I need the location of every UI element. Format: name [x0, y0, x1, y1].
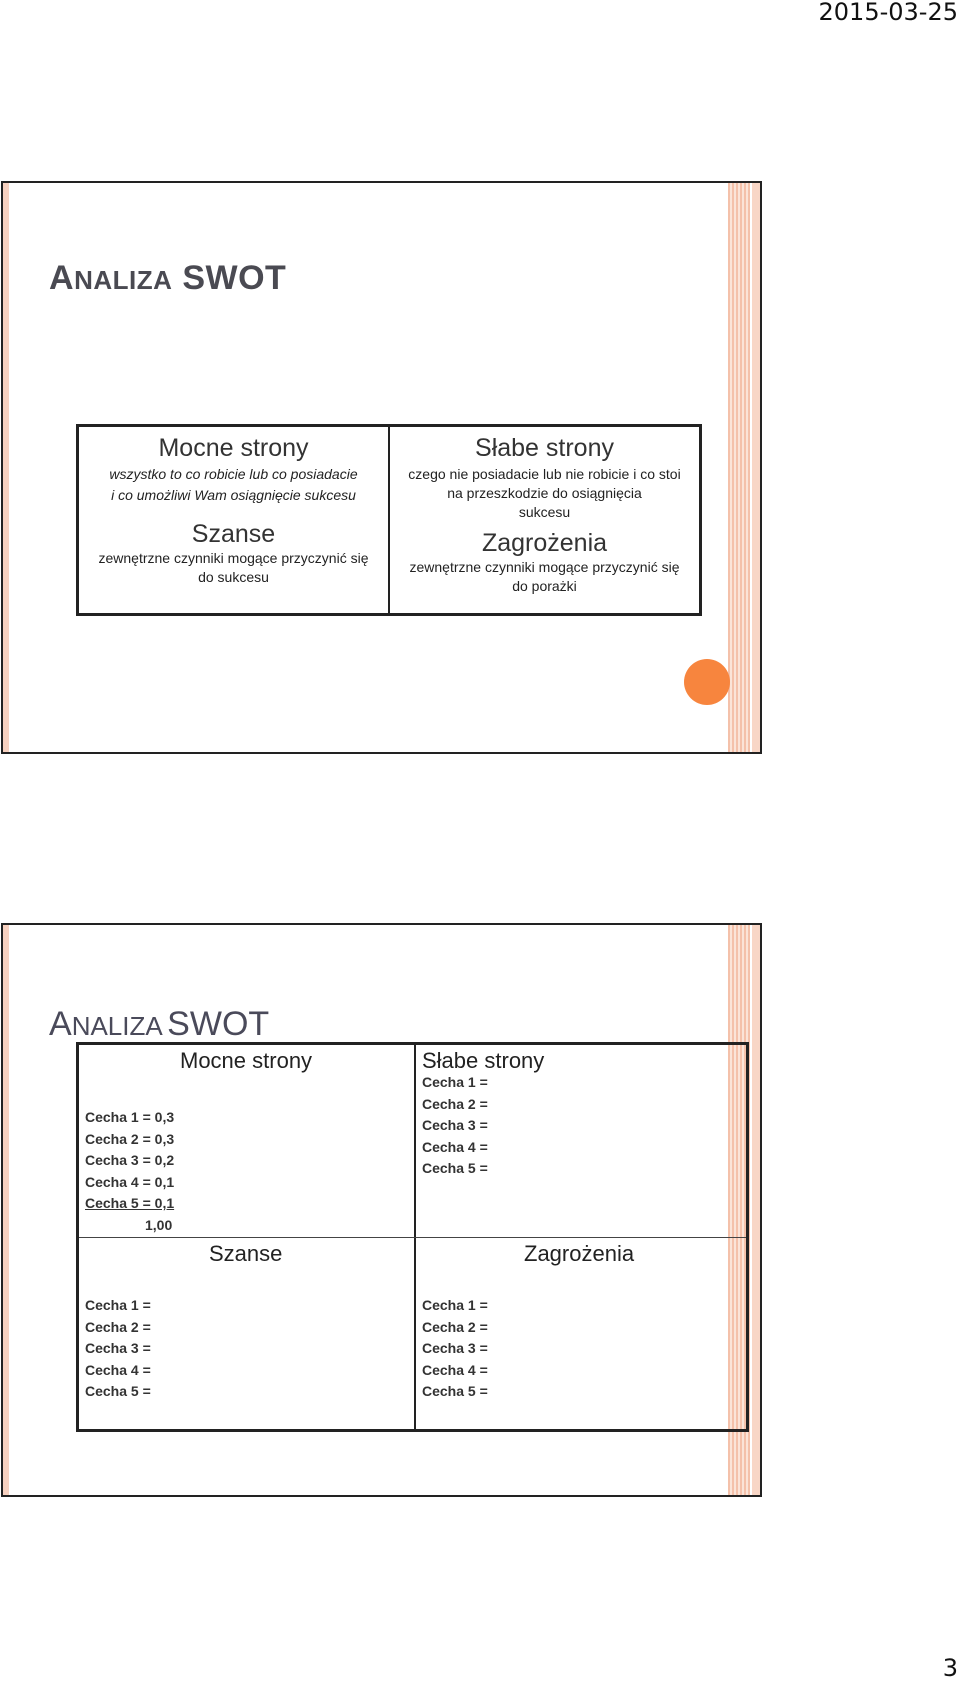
title-rest: NALIZA	[71, 1011, 163, 1041]
strength-item-4: Cecha 4 = 0,1	[85, 1173, 175, 1190]
threat-item-1: Cecha 1 =	[422, 1297, 488, 1313]
strength-item-1: Cecha 1 = 0,3	[85, 1109, 175, 1125]
swot-weights-table	[76, 1042, 749, 1432]
slide-2	[1, 923, 762, 1497]
weaknesses-heading: Słabe strony	[475, 434, 614, 462]
strengths-description-line-1: wszystko to co robicie lub co posiadacie	[109, 466, 358, 482]
decorative-orange-dot	[684, 659, 730, 705]
slide-right-stripes	[728, 183, 750, 752]
title-rest: NALIZA	[74, 265, 173, 295]
strength-item-5: Cecha 5 = 0,1	[85, 1195, 175, 1211]
table-horizontal-divider	[79, 1237, 746, 1238]
strengths-heading: Mocne strony	[158, 434, 309, 462]
slide-left-stripe	[3, 925, 9, 1495]
threat-item-3: Cecha 3 =	[422, 1340, 488, 1356]
opportunities-description-line-1: zewnętrzne czynniki mogące przyczynić się	[98, 550, 369, 566]
weaknesses-description-line-2: na przeszkodzie do osiągnięcia	[447, 485, 642, 501]
threats-description-line-2: do porażki	[512, 578, 577, 594]
opportunities-list	[85, 1295, 151, 1403]
page-number: 3	[942, 1654, 958, 1682]
strength-item-2: Cecha 2 = 0,3	[85, 1130, 175, 1147]
slide-left-stripe	[3, 183, 9, 752]
weakness-item-1: Cecha 1 =	[422, 1074, 488, 1090]
slide-1	[1, 181, 762, 754]
weaknesses-list	[422, 1072, 488, 1180]
opportunities-heading: Szanse	[209, 1241, 283, 1266]
weakness-item-2: Cecha 2 =	[422, 1095, 488, 1112]
weaknesses-description-line-1: czego nie posiadacie lub nie robicie i co stoi	[408, 466, 681, 482]
threat-item-4: Cecha 4 =	[422, 1361, 488, 1378]
title-initial: A	[49, 1005, 72, 1043]
strength-item-3: Cecha 3 = 0,2	[85, 1152, 175, 1168]
threat-item-5: Cecha 5 =	[422, 1383, 488, 1399]
threats-heading: Zagrożenia	[481, 529, 608, 557]
opportunity-item-3: Cecha 3 =	[85, 1340, 151, 1356]
opportunity-item-1: Cecha 1 =	[85, 1297, 151, 1313]
title-word-swot: SWOT	[167, 1005, 270, 1043]
swot-summary-box	[76, 424, 702, 616]
opportunity-item-2: Cecha 2 =	[85, 1318, 151, 1335]
slide-title	[49, 1005, 269, 1044]
swot-left-column	[79, 427, 388, 613]
weakness-item-4: Cecha 4 =	[422, 1138, 488, 1155]
weakness-item-5: Cecha 5 =	[422, 1160, 488, 1176]
slide-right-edge-stripe	[752, 183, 760, 752]
strengths-heading: Mocne strony	[180, 1048, 313, 1073]
title-word-swot: SWOT	[182, 259, 287, 297]
threats-description-line-1: zewnętrzne czynniki mogące przyczynić się	[409, 559, 680, 575]
swot-right-column	[388, 427, 699, 613]
opportunities-description-line-2: do sukcesu	[198, 569, 269, 585]
slide-right-edge-stripe	[752, 925, 760, 1495]
strengths-total: 1,00	[145, 1216, 173, 1233]
strengths-list	[85, 1107, 174, 1236]
document-date: 2015-03-25	[818, 0, 958, 26]
strengths-description-line-2: i co umożliwi Wam osiągnięcie sukcesu	[111, 487, 356, 503]
weakness-item-3: Cecha 3 =	[422, 1117, 488, 1133]
threats-list	[422, 1295, 488, 1403]
threats-heading: Zagrożenia	[524, 1241, 635, 1266]
title-initial: A	[49, 259, 75, 297]
slide-title	[49, 259, 286, 298]
threat-item-2: Cecha 2 =	[422, 1318, 488, 1335]
weaknesses-description-line-3: sukcesu	[518, 504, 571, 520]
opportunities-heading: Szanse	[191, 520, 276, 548]
opportunity-item-5: Cecha 5 =	[85, 1383, 151, 1399]
opportunity-item-4: Cecha 4 =	[85, 1361, 151, 1378]
weaknesses-heading: Słabe strony	[422, 1048, 545, 1073]
